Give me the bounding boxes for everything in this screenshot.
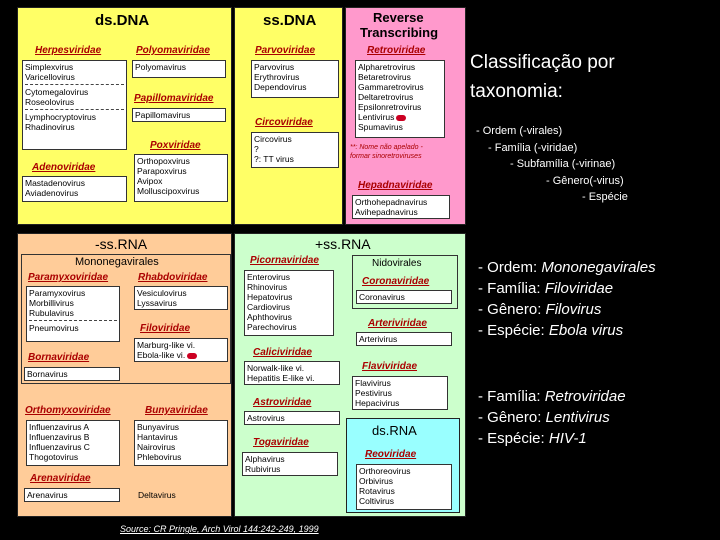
genus: Aphthovirus (247, 312, 292, 322)
genus: Mastadenovirus (25, 178, 86, 188)
genus: Avihepadnavirus (355, 207, 418, 217)
genus: Lyssavirus (137, 298, 177, 308)
poxviridae-box (134, 154, 228, 202)
genus: Dependovirus (254, 82, 307, 92)
rt-footnote-2: formar sinoretroviruses (350, 153, 422, 160)
picornaviridae-label: Picornaviridae (250, 255, 319, 266)
circoviridae-label: Circoviridae (255, 117, 313, 128)
genus-ebola (137, 350, 225, 360)
hierarchy-item: - Subfamília (-virinae) (510, 158, 616, 170)
coronaviridae-label: Coronaviridae (362, 276, 430, 287)
genus: Bunyavirus (137, 422, 180, 432)
herpesviridae-box (22, 60, 127, 150)
genus: Bornavirus (27, 369, 68, 379)
genus: Pneumovirus (29, 323, 79, 333)
genus: Papillomavirus (135, 110, 191, 120)
genus: Parechovirus (247, 322, 297, 332)
coronaviridae-box (356, 290, 452, 304)
reoviridae-label: Reoviridae (365, 449, 417, 460)
genus: Alphavirus (245, 454, 285, 464)
genus: Lymphocryptovirus (25, 112, 97, 122)
genus: Pestivirus (355, 388, 392, 398)
herpesviridae-label: Herpesviridae (35, 45, 102, 56)
genus: Morbillivirus (29, 298, 74, 308)
genus: Roseolovirus (25, 97, 75, 107)
example-line: - Família: Filoviridae (478, 280, 614, 297)
genus: Flavivirus (355, 378, 391, 388)
genus-lentivirus (358, 112, 442, 122)
astroviridae-label: Astroviridae (253, 397, 312, 408)
adenoviridae-box (22, 176, 127, 202)
rhabdoviridae-box (134, 286, 228, 310)
arenaviridae-label: Arenaviridae (30, 473, 91, 484)
papillomaviridae-label: Papillomaviridae (134, 93, 214, 104)
genus: ? (254, 144, 259, 154)
genus-ebola-label: Ebola-like vi. (137, 350, 186, 360)
hiv-example (470, 386, 720, 449)
bunyaviridae-box (134, 420, 228, 466)
rt-title-line-1: Reverse (373, 10, 424, 25)
genus: Coltivirus (359, 496, 394, 506)
filoviridae-box (134, 338, 228, 362)
genus: ?: TT virus (254, 154, 294, 164)
rt-footnote-1: **: Nome não apelado - (350, 144, 423, 151)
rhabdoviridae-label: Rhabdoviridae (138, 272, 208, 283)
highlight-marker-icon (187, 353, 197, 359)
paramyxoviridae-label: Paramyxoviridae (28, 272, 109, 283)
genus: Phlebovirus (137, 452, 182, 462)
genus: Epsilonretrovirus (358, 102, 422, 112)
genus: Arterivirus (359, 334, 398, 344)
orthomyxoviridae-label: Orthomyxoviridae (25, 405, 111, 416)
genus: Arenavirus (27, 490, 68, 500)
source-citation: Source: CR Pringle, Arch Virol 144:242-249, 1999 (120, 524, 319, 534)
genus: Hepatitis E-like vi. (247, 373, 315, 383)
genus: Influenzavirus C (29, 442, 90, 452)
genus: Varicellovirus (25, 72, 75, 82)
poxviridae-label: Poxviridae (150, 140, 201, 151)
genus: Influenzavirus B (29, 432, 90, 442)
hepadnaviridae-label: Hepadnaviridae (358, 180, 433, 191)
genus: Norwalk-like vi. (247, 363, 305, 373)
genus: Parapoxvirus (137, 166, 187, 176)
genus: Cardiovirus (247, 302, 290, 312)
genus: Rotavirus (359, 486, 395, 496)
bunyaviridae-label: Bunyaviridae (145, 405, 208, 416)
paramyxoviridae-box (26, 286, 120, 342)
parvoviridae-box (251, 60, 339, 98)
divider (25, 84, 124, 85)
hierarchy-item: - Gênero(-virus) (546, 174, 624, 187)
genus: Simplexvirus (25, 62, 74, 72)
example-line: - Espécie: HIV-1 (478, 430, 587, 447)
genus: Astrovirus (247, 413, 285, 423)
example-line: - Gênero: Lentivirus (478, 409, 610, 426)
deltavirus-label: Deltavirus (138, 490, 176, 500)
ds-dna-title: ds.DNA (95, 12, 150, 29)
genus: Cytomegalovirus (25, 87, 89, 97)
genus: Rubulavirus (29, 308, 74, 318)
retroviridae-label: Retroviridae (367, 45, 426, 56)
arteriviridae-label: Arteriviridae (368, 318, 427, 329)
divider (25, 109, 124, 110)
papillomaviridae-box (132, 108, 226, 122)
caliciviridae-box (244, 361, 340, 385)
nidovirales-label: Nidovirales (372, 258, 422, 269)
polyomaviridae-box (132, 60, 226, 78)
mononegavirales-label: Mononegavirales (75, 256, 159, 268)
heading-line-1: Classificação por (470, 52, 615, 73)
circoviridae-box (251, 132, 339, 168)
arteriviridae-box (356, 332, 452, 346)
genus: Orthoreovirus (359, 466, 411, 476)
genus: Marburg-like vi. (137, 340, 196, 350)
filoviridae-label: Filoviridae (140, 323, 191, 334)
genus: Betaretrovirus (358, 72, 411, 82)
genus: Coronavirus (359, 292, 405, 302)
genus: Erythrovirus (254, 72, 300, 82)
orthomyxoviridae-box (26, 420, 120, 466)
hierarchy-list (470, 123, 720, 206)
togaviridae-label: Togaviridae (253, 437, 309, 448)
highlight-marker-icon (396, 115, 406, 121)
genus: Parvovirus (254, 62, 295, 72)
genus: Enterovirus (247, 272, 290, 282)
genus: Avipox (137, 176, 163, 186)
genus: Paramyxovirus (29, 288, 86, 298)
hierarchy-item: - Espécie (582, 191, 628, 203)
genus: Thogotovirus (29, 452, 79, 462)
retroviridae-box (355, 60, 445, 138)
genus: Circovirus (254, 134, 292, 144)
divider (29, 320, 117, 321)
right-text-column (470, 48, 720, 106)
ds-rna-title: ds.RNA (372, 423, 417, 438)
adenoviridae-label: Adenoviridae (32, 162, 96, 173)
genus: Gammaretrovirus (358, 82, 424, 92)
hierarchy-item: - Família (-viridae) (488, 141, 578, 154)
minus-ssrna-title: -ss.RNA (95, 236, 148, 252)
genus: Orbivirus (359, 476, 394, 486)
genus: Rhadinovirus (25, 122, 75, 132)
flaviviridae-box (352, 376, 448, 410)
bornaviridae-label: Bornaviridae (28, 352, 90, 363)
example-line: - Espécie: Ebola virus (478, 322, 624, 339)
genus: Rubivirus (245, 464, 281, 474)
rt-title-line-2: Transcribing (360, 25, 439, 40)
genus: Vesiculovirus (137, 288, 187, 298)
bornaviridae-box (24, 367, 120, 381)
genus: Aviadenovirus (25, 188, 79, 198)
genus: Orthohepadnavirus (355, 197, 428, 207)
togaviridae-box (242, 452, 338, 476)
genus: Hepatovirus (247, 292, 293, 302)
arenaviridae-box (24, 488, 120, 502)
genus: Deltaretrovirus (358, 92, 414, 102)
genus: Hantavirus (137, 432, 178, 442)
ebola-example (470, 257, 720, 341)
caliciviridae-label: Caliciviridae (253, 347, 312, 358)
genus: Orthopoxvirus (137, 156, 190, 166)
reoviridae-box (356, 464, 452, 510)
flaviviridae-label: Flaviviridae (362, 361, 418, 372)
example-line: - Ordem: Mononegavirales (478, 259, 656, 276)
genus-lentivirus-label: Lentivirus (358, 112, 395, 122)
genus: Influenzavirus A (29, 422, 90, 432)
genus: Hepacivirus (355, 398, 400, 408)
genus: Polyomavirus (135, 62, 187, 72)
parvoviridae-label: Parvoviridae (255, 45, 316, 56)
picornaviridae-box (244, 270, 334, 336)
genus: Rhinovirus (247, 282, 288, 292)
example-line: - Gênero: Filovirus (478, 301, 602, 318)
astroviridae-box (244, 411, 340, 425)
genus: Alpharetrovirus (358, 62, 416, 72)
ss-dna-title: ss.DNA (263, 12, 317, 29)
hepadnaviridae-box (352, 195, 450, 219)
genus: Molluscipoxvirus (137, 186, 200, 196)
heading-line-2: taxonomia: (470, 81, 563, 102)
ss-dna-panel (234, 7, 343, 225)
plus-ssrna-title: +ss.RNA (315, 236, 371, 252)
polyomaviridae-label: Polyomaviridae (136, 45, 210, 56)
genus: Spumavirus (358, 122, 403, 132)
hierarchy-item: - Ordem (-virales) (476, 125, 563, 137)
example-line: - Família: Retroviridae (478, 388, 626, 405)
genus: Nairovirus (137, 442, 176, 452)
